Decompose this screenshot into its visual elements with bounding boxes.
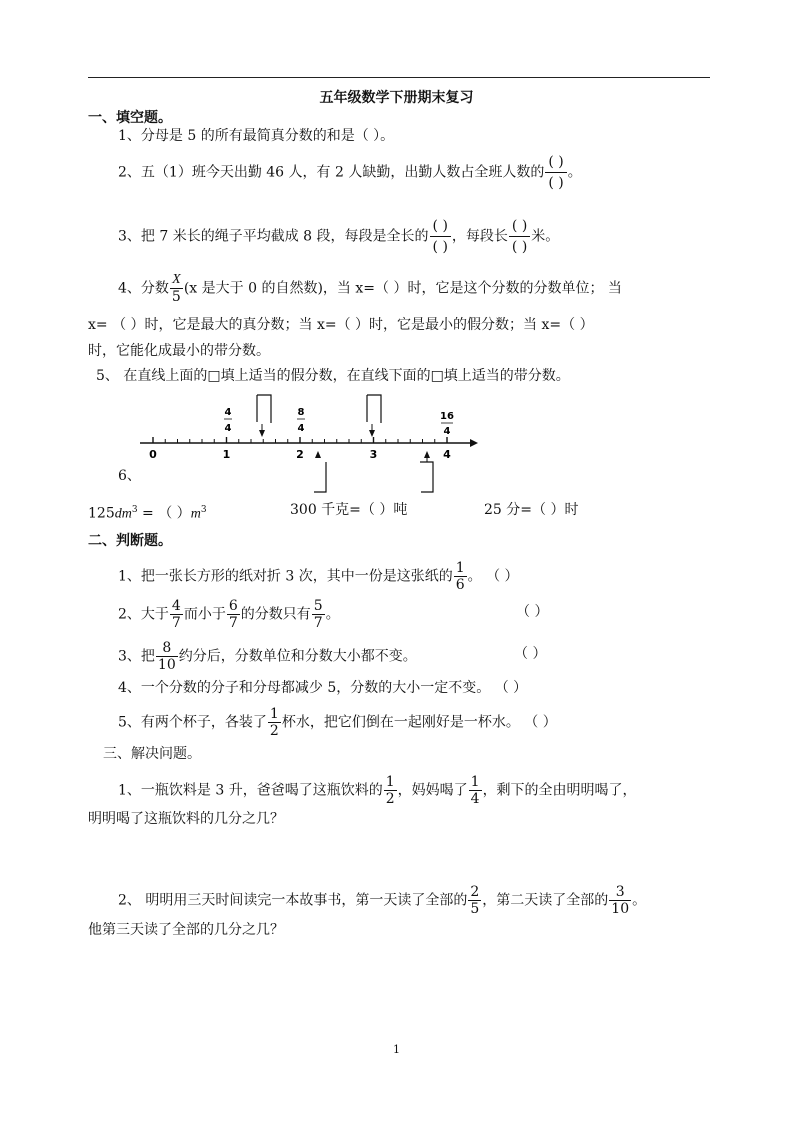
arrow-above-1-head [259,430,265,437]
fill-q3-end: 米。 [531,228,560,245]
box-above-2 [367,395,381,423]
fill-q3-mid: ，每段长 [451,228,508,245]
tick-label: 3 [369,448,378,461]
number-line-ticks [149,437,451,461]
fill-q6-a: $125dm^3$ = （ ）$m^3$ [88,505,207,522]
box-below-1 [314,462,326,492]
frac-b-den: 4 [297,423,305,434]
frac-a-num: 4 [224,407,232,418]
fill-q4-line2: x= （ ）时，它是最大的真分数；当 x=（ ）时，它是最小的假分数；当 x=（ ） [88,317,594,333]
page-number: 1 [393,1043,400,1056]
fill-q3-fraction-blank-a: $\frac{( )}{( )}$ [430,216,451,257]
fill-q3-text: 3、把 7 米长的绳子平均截成 8 段，每段是全长的 [118,228,429,245]
judge-q1-fraction: $\frac{1}{6}$ [455,560,465,593]
arrow-below-2-head [424,451,430,458]
tick-label: 0 [149,448,157,461]
tick-label: 1 [222,448,231,461]
fill-q6-label: 6、 [118,468,141,484]
judge-q5: 5、有两个杯子，各装了 $\frac{1}{2}$ 杯水，把它们倒在一起刚好是一杯水。 （ ） [118,706,557,739]
section-solve-heading: 三、解决问题。 [103,746,201,762]
frac-c-num: 16 [440,411,454,422]
fill-q4-fraction: $\frac{X}{5}$ [171,272,181,305]
fill-q2-fraction-blank: $\frac{( )}{( )}$ [545,152,566,193]
solve-q2-line2: 他第三天读了全部的几分之几？ [88,922,284,938]
fill-q5: 5、 在直线上面的□填上适当的假分数，在直线下面的□填上适当的带分数。 [96,368,570,384]
fill-q2-end: 。 [567,164,582,181]
judge-q3-paren: （ ） [514,646,547,662]
box-below-2 [420,462,433,492]
frac-c-den: 4 [443,426,451,437]
solve-q1-line2: 明明喝了这瓶饮料的几分之几？ [88,811,284,827]
frac-b-num: 8 [297,407,305,418]
section-fill-heading: 一、填空题。 [88,110,172,126]
judge-q3: 3、把 $\frac{8}{10}$ 约分后，分数单位和分数大小都不变。 [118,640,417,673]
fill-q3-fraction-blank-b: $\frac{( )}{( )}$ [509,216,530,257]
fill-q6-c: 25 分=（ ）时 [484,502,579,518]
judge-q1: 1、把一张长方形的纸对折 3 次，其中一份是这张纸的 $\frac{1}{6}$ 。 （ ） [118,560,519,593]
number-line-arrow [470,439,478,447]
fill-q4-line1: 4、分数 $\frac{X}{5}$ (x 是大于 0 的自然数)，当 x=（ ）时，它是这个分数的分数单位； 当 [118,272,622,305]
frac-a-den: 4 [224,423,232,434]
fill-q6-b: 300 千克=（ ）吨 [290,502,408,518]
tick-label: 4 [443,448,451,461]
arrow-below-1-head [315,451,321,458]
judge-q2: 2、大于 $\frac{4}{7}$ 而小于 $\frac{6}{7}$ 的分数只有 $\frac{5}{7}$ 。 [118,598,340,631]
fill-q1: 1、分母是 5 的所有最简真分数的和是（ ）。 [118,128,395,144]
tick-label: 2 [296,448,304,461]
page-title: 五年级数学下册期末复习 [319,90,474,106]
judge-q2-paren: （ ） [516,604,549,620]
number-line [0,0,793,500]
arrow-above-2-head [369,430,375,437]
fill-q2-text: 2、五（1）班今天出勤 46 人，有 2 人缺勤，出勤人数占全班人数的 [118,164,545,181]
box-above-1 [257,395,271,423]
judge-q4: 4、一个分数的分子和分母都减少 5，分数的大小一定不变。 （ ） [118,680,528,696]
solve-q2: 2、 明明用三天时间读完一本故事书，第一天读了全部的 $\frac{2}{5}$ ，第二天读了全部的 $\frac{3}{10}$ 。 [118,884,647,917]
fill-q4-line3: 时，它能化成最小的带分数。 [88,343,270,359]
solve-q1: 1、一瓶饮料是 3 升，爸爸喝了这瓶饮料的 $\frac{1}{2}$ ，妈妈喝了 $\frac{1}{4}$ ，剩下的全由明明喝了， [118,774,637,807]
section-judge-heading: 二、判断题。 [88,533,172,549]
